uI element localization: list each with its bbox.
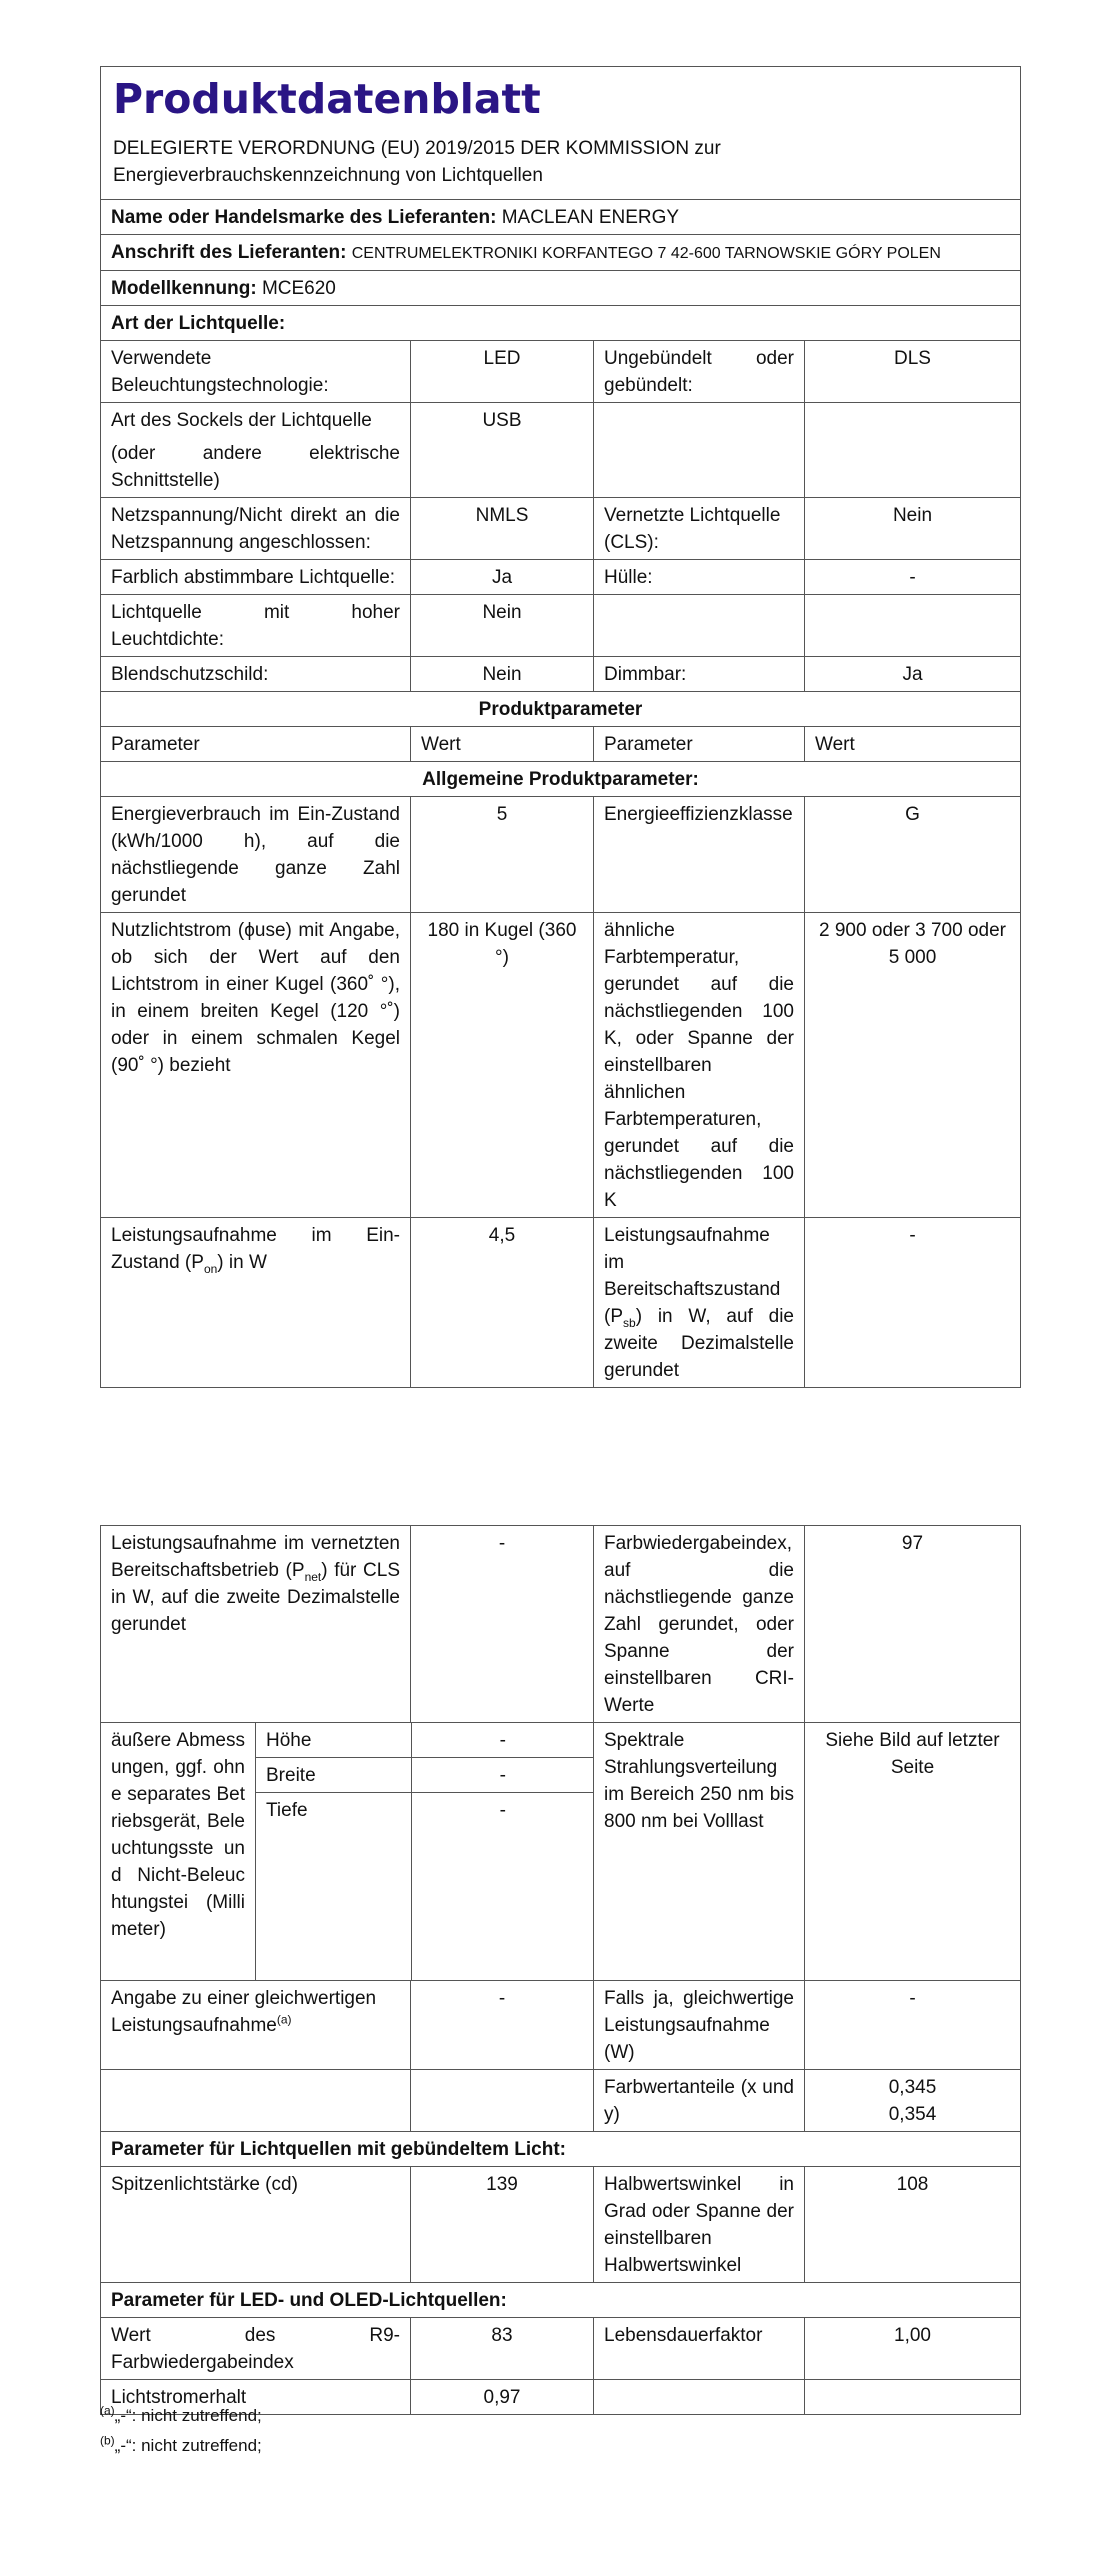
- empty-cell: [594, 595, 805, 657]
- directional-label: Ungebündelt oder gebündelt:: [594, 341, 805, 403]
- psb-value: -: [805, 1218, 1021, 1388]
- empty-cell: [411, 2070, 594, 2132]
- depth-label: Tiefe: [256, 1793, 411, 1981]
- table-row: [101, 1218, 1021, 1388]
- cap-label-cell: [101, 403, 411, 498]
- chromaticity-value: [805, 2070, 1021, 2132]
- light-type-heading: Art der Lichtquelle:: [101, 306, 1021, 341]
- col-header-value: Wert: [411, 727, 594, 762]
- directional-value: DLS: [805, 341, 1021, 403]
- table-row: [101, 1981, 1021, 2070]
- mains-label: Netzspannung/Nicht direkt an die Netzspannung angeschlossen:: [101, 498, 411, 560]
- psb-label: [594, 1218, 805, 1388]
- supplier-address-value: CENTRUMELEKTRONIKI KORFANTEGO 7 42-600 TARNOWSKIE GÓRY POLEN: [351, 245, 941, 262]
- header-table: [100, 66, 1021, 341]
- supplier-name-row: [101, 200, 1021, 235]
- regulation-subtitle: DELEGIERTE VERORDNUNG (EU) 2019/2015 DER KOMMISSION zur Energieverbrauchskennzeichnung von Lichtquellen: [113, 138, 721, 186]
- table-row: [101, 797, 1021, 913]
- high-luminance-value: Nein: [411, 595, 594, 657]
- beam-angle-value: 108: [805, 2167, 1021, 2283]
- depth-value: -: [499, 1800, 506, 1821]
- equiv-power-value: -: [805, 1981, 1021, 2070]
- equiv-label-text: Angabe zu einer gleichwertigen Leistungsaufnahme: [111, 1988, 377, 2036]
- table-row: [101, 498, 1021, 560]
- equiv-power-label: Falls ja, gleichwertige Leistungsaufnahme (W): [594, 1981, 805, 2070]
- cri-label: Farbwiedergabeindex, auf die nächstliegende ganze Zahl gerundet, oder Spanne der einstellbaren CRI-Werte: [594, 1526, 805, 1723]
- col-header-param-2: Parameter: [594, 727, 805, 762]
- table-row: [101, 2132, 1021, 2167]
- header-cell: [101, 67, 1021, 200]
- flux-label: Nutzlichtstrom (ϕuse) mit Angabe, ob sich der Wert auf den Lichtstrom in einer Kugel (360˚ °), in einem breiten Kegel (120 °˚) oder in einem schmalen Kegel (90˚ °) bezieht: [101, 913, 411, 1218]
- glare-value: Nein: [411, 657, 594, 692]
- table-row: [101, 560, 1021, 595]
- equiv-value: -: [411, 1981, 594, 2070]
- mains-value: NMLS: [411, 498, 594, 560]
- table-row: [101, 2167, 1021, 2283]
- empty-cell: [805, 403, 1021, 498]
- empty-cell: [594, 2380, 805, 2415]
- table-row: [101, 341, 1021, 403]
- equiv-footnote-mark: (a): [276, 2012, 292, 2027]
- energy-label: Energieverbrauch im Ein-Zustand (kWh/1000 h), auf die nächstliegende ganze Zahl gerundet: [101, 797, 411, 913]
- table-row: [101, 657, 1021, 692]
- envelope-label: Hülle:: [594, 560, 805, 595]
- chromaticity-x: 0,345: [888, 2077, 937, 2098]
- psb-label-unit: ) in W, auf die zweite Dezimalstelle gerundet: [604, 1306, 794, 1381]
- height-label: Höhe: [256, 1723, 411, 1758]
- led-params-heading: Parameter für LED- und OLED-Lichtquellen:: [101, 2283, 1021, 2318]
- table-row: [101, 727, 1021, 762]
- cct-label: ähnliche Farbtemperatur, gerundet auf die nächstliegenden 100 K, oder Spanne der einstellbaren ähnlichen Farbtemperaturen, gerundet auf die nächstliegenden 100 K: [594, 913, 805, 1218]
- supplier-address-label: Anschrift des Lieferanten:: [111, 242, 347, 263]
- energy-class-value: G: [805, 797, 1021, 913]
- psb-label-text: Leistungsaufnahme im Bereitschaftszustand (P: [604, 1225, 781, 1327]
- supplier-address-row: [101, 235, 1021, 271]
- table-row: [101, 403, 1021, 498]
- col-header-value-2: Wert: [805, 727, 1021, 762]
- cap-label: Art des Sockels der Lichtquelle: [111, 410, 372, 431]
- peak-intensity-label: Spitzenlichtstärke (cd): [101, 2167, 411, 2283]
- footnote-b: [100, 2435, 262, 2457]
- survival-factor-label: Lebensdauerfaktor: [594, 2318, 805, 2380]
- light-type-table: [100, 340, 1021, 1388]
- connected-value: Nein: [805, 498, 1021, 560]
- table-row: [101, 595, 1021, 657]
- table-row: [101, 2283, 1021, 2318]
- datasheet-page-1: [100, 66, 1020, 1388]
- high-luminance-label: Lichtquelle mit hoher Leuchtdichte:: [101, 595, 411, 657]
- psb-subscript: sb: [623, 1315, 636, 1330]
- dimensions-cell: [256, 1723, 594, 1981]
- energy-class-label: Energieeffizienzklasse: [594, 797, 805, 913]
- pnet-value: -: [411, 1526, 594, 1723]
- cap-label-2: (oder andere elektrische Schnittstelle): [111, 443, 400, 491]
- colour-tunable-label: Farblich abstimmbare Lichtquelle:: [101, 560, 411, 595]
- height-value: -: [411, 1723, 594, 1758]
- pnet-subscript: net: [304, 1569, 322, 1584]
- tech-value: LED: [411, 341, 594, 403]
- flux-value: 180 in Kugel (360 °): [411, 913, 594, 1218]
- datasheet-page-2: [100, 1525, 1020, 2455]
- width-label: Breite: [256, 1758, 411, 1793]
- envelope-value: -: [805, 560, 1021, 595]
- peak-intensity-value: 139: [411, 2167, 594, 2283]
- general-params-heading: Allgemeine Produktparameter:: [101, 762, 1021, 797]
- chromaticity-label: Farbwertanteile (x und y): [594, 2070, 805, 2132]
- chromaticity-y: 0,354: [888, 2104, 937, 2125]
- col-header-param: Parameter: [101, 727, 411, 762]
- spd-label: Spektrale Strahlungsverteilung im Bereich 250 nm bis 800 nm bei Volllast: [594, 1723, 805, 1981]
- table-row: [101, 2318, 1021, 2380]
- empty-cell: [594, 403, 805, 498]
- survival-factor-value: 1,00: [805, 2318, 1021, 2380]
- glare-label: Blendschutzschild:: [101, 657, 411, 692]
- r9-value: 83: [411, 2318, 594, 2380]
- table-row: [101, 913, 1021, 1218]
- empty-cell: [805, 2380, 1021, 2415]
- width-value: -: [411, 1758, 594, 1793]
- energy-value: 5: [411, 797, 594, 913]
- table-row: [101, 692, 1021, 727]
- cct-value: 2 900 oder 3 700 oder 5 000: [805, 913, 1021, 1218]
- empty-cell: [101, 2070, 411, 2132]
- beam-angle-label: Halbwertswinkel in Grad oder Spanne der einstellbaren Halbwertswinkel: [594, 2167, 805, 2283]
- supplier-name-value: MACLEAN ENERGY: [501, 207, 680, 228]
- tech-label: Verwendete Beleuchtungstechnologie:: [101, 341, 411, 403]
- dimensions-subtable: [256, 1723, 594, 1980]
- supplier-name-label: Name oder Handelsmarke des Lieferanten:: [111, 207, 497, 228]
- equiv-label: [101, 1981, 411, 2070]
- pon-label-unit: ) in W: [217, 1252, 267, 1273]
- table-row: [101, 1526, 1021, 1723]
- dimensions-label: äußere Abmessungen, ggf. ohne separates Betriebsgerät, Beleuchtungsste und Nicht-Beleuchtungstei (Millimeter): [101, 1723, 256, 1981]
- pon-label-text: Leistungsaufnahme im Ein-Zustand (P: [111, 1225, 400, 1273]
- lumen-maintenance-label: Lichtstromerhalt: [101, 2380, 411, 2415]
- dls-params-heading: Parameter für Lichtquellen mit gebündeltem Licht:: [101, 2132, 1021, 2167]
- product-params-heading: Produktparameter: [101, 692, 1021, 727]
- pon-subscript: on: [203, 1261, 218, 1276]
- connected-label: Vernetzte Lichtquelle (CLS):: [594, 498, 805, 560]
- cap-value: USB: [411, 403, 594, 498]
- footnote-a: [100, 2405, 262, 2427]
- r9-label: Wert des R9-Farbwiedergabeindex: [101, 2318, 411, 2380]
- model-value: MCE620: [261, 278, 336, 299]
- table-row: [101, 762, 1021, 797]
- dimmable-value: Ja: [805, 657, 1021, 692]
- model-row: [101, 271, 1021, 306]
- pnet-label: [101, 1526, 411, 1723]
- lumen-maintenance-value: 0,97: [411, 2380, 594, 2415]
- footnote-b-text: „-“: nicht zutreffend;: [114, 2436, 262, 2455]
- pon-value: 4,5: [411, 1218, 594, 1388]
- empty-cell: [805, 595, 1021, 657]
- dimmable-label: Dimmbar:: [594, 657, 805, 692]
- model-label: Modellkennung:: [111, 278, 257, 299]
- spd-value: Siehe Bild auf letzter Seite: [805, 1723, 1021, 1981]
- pon-label: [101, 1218, 411, 1388]
- cri-value: 97: [805, 1526, 1021, 1723]
- pnet-label-unit: ) für CLS in W, auf die zweite Dezimalstelle gerundet: [111, 1560, 400, 1635]
- colour-tunable-value: Ja: [411, 560, 594, 595]
- pnet-label-text: Leistungsaufnahme im vernetzten Bereitschaftsbetrieb (P: [111, 1533, 400, 1581]
- footnote-b-mark: (b): [100, 2433, 115, 2448]
- footnote-a-text: „-“: nicht zutreffend;: [114, 2406, 262, 2425]
- table-row: [101, 2070, 1021, 2132]
- page-title: Produktdatenblatt: [113, 75, 541, 123]
- table-row: [101, 1723, 1021, 1981]
- footnote-a-mark: (a): [100, 2403, 115, 2418]
